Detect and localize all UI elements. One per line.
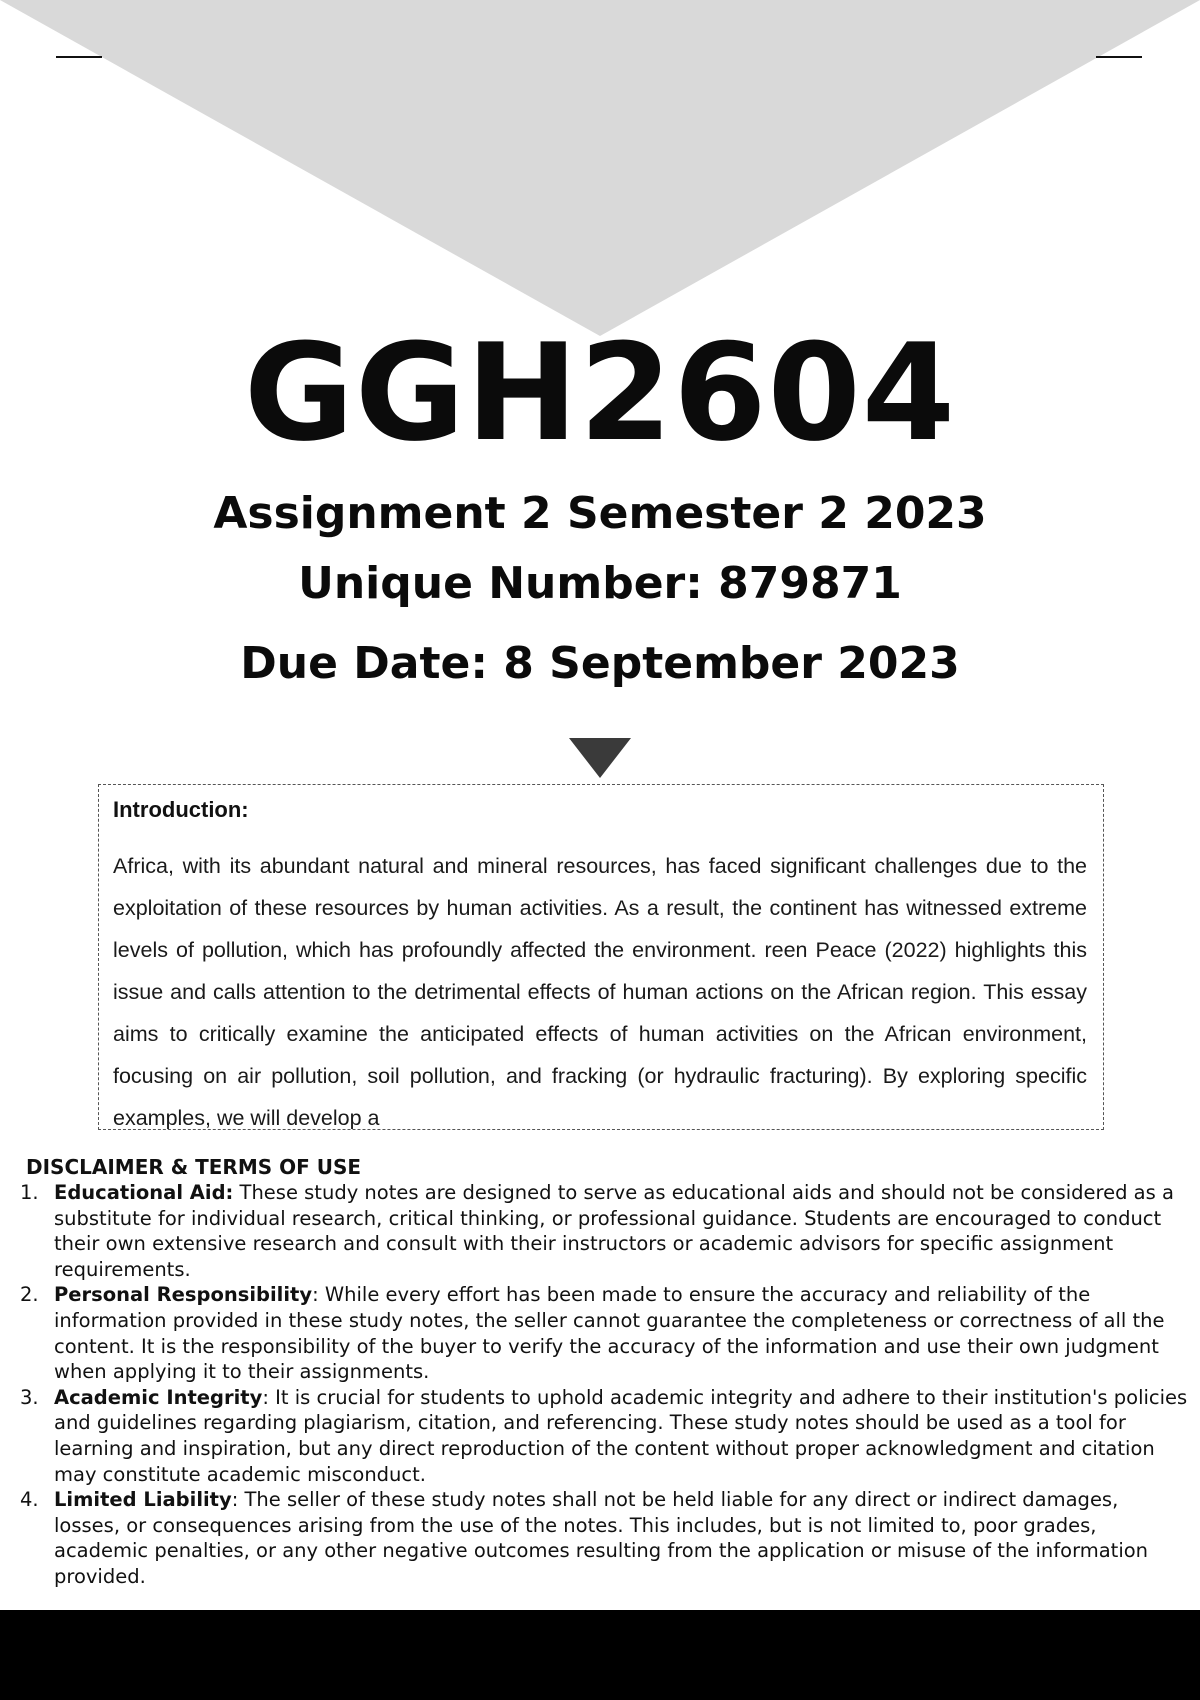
term-title: Personal Responsibility [54,1283,313,1307]
introduction-body-text: Africa, with its abundant natural and mineral resources, has faced significant challenges due to the exploitation of these resources by human activities. As a result, the continent has witnessed extreme levels of pollution, which has profoundly affected the environment. reen Peace (2022) highlights this issue and calls attention to the detrimental effects of human actions on the African region. This essay aims to critically examine the anticipated effects of human activities on the African environment, focusing on air pollution, soil pollution, and fracking (or hydraulic fracturing). By exploring specific examples, we will develop a [113,854,1087,1130]
term-number: 1. [20,1181,39,1204]
term-number: 4. [20,1488,39,1512]
triangle-down-icon [569,738,631,778]
assignment-subtitle: Assignment 2 Semester 2 2023 [213,488,987,539]
term-title: Limited Liability [54,1488,232,1512]
term-item-academic-integrity [14,1385,1190,1487]
terms-list [14,1180,1190,1590]
course-code-title: GGH2604 [243,315,957,471]
term-text: : It is crucial for students to uphold academic integrity and adhere to their institution's policies and guidelines regarding plagiarism, citation, and referencing. These study notes should be used as a tool for learning and inspiration, but any direct reproduction of the content without proper acknowledgment and citation may constitute academic misconduct. [54,1385,1188,1486]
introduction-heading: Introduction: [113,797,249,822]
unique-number-subtitle: Unique Number: 879871 [298,558,902,609]
right-corner-rule [1096,56,1142,58]
term-title: Academic Integrity [54,1385,263,1409]
term-item-educational-aid [14,1180,1190,1282]
term-item-personal-responsibility [14,1282,1190,1384]
disclaimer-section [14,1154,1190,1590]
term-title: Educational Aid: [54,1181,234,1204]
due-date-subtitle: Due Date: 8 September 2023 [240,638,960,689]
term-text: These study notes are designed to serve as educational aids and should not be considered as a substitute for individual research, critical thinking, or professional guidance. Students are encouraged to conduct their own extensive research and consult with their instructors or academic advisors for specific assignment requirements. [54,1181,1174,1281]
disclaimer-title: DISCLAIMER & TERMS OF USE [26,1155,362,1179]
term-number: 2. [20,1283,39,1307]
introduction-preview-box [98,784,1104,1130]
chevron-banner-graphic [0,0,1200,340]
term-number: 3. [20,1385,39,1409]
term-item-limited-liability [14,1487,1190,1589]
left-corner-rule [56,56,102,58]
term-text: : The seller of these study notes shall not be held liable for any direct or indirect damages, losses, or consequences arising from the use of the notes. This includes, but is not limited to, poor grades, academic penalties, or any other negative outcomes resulting from the application or misuse of the information provided. [54,1488,1149,1588]
footer-bar [0,1610,1200,1700]
term-text: : While every effort has been made to ensure the accuracy and reliability of the information provided in these study notes, the seller cannot guarantee the completeness or correctness of all the content. It is the responsibility of the buyer to verify the accuracy of the information and use their own judgment when applying it to their assignments. [54,1283,1165,1384]
